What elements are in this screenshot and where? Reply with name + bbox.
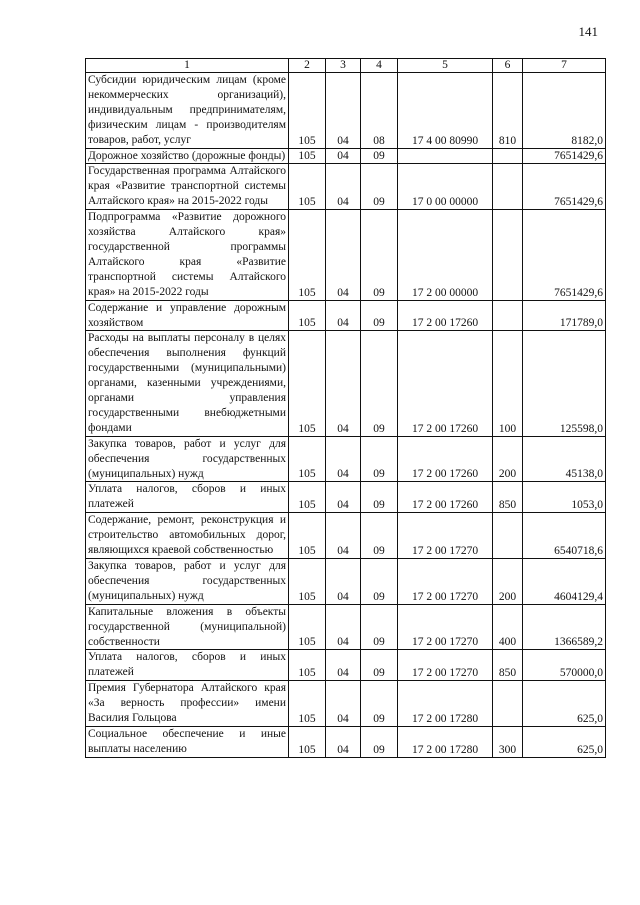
row-subsection: 09 — [361, 210, 398, 300]
row-subsection: 09 — [361, 482, 398, 513]
row-subsection: 09 — [361, 148, 398, 164]
row-target-article: 17 0 00 00000 — [398, 164, 493, 210]
table-row — [86, 513, 606, 559]
row-name: Социальное обеспечение и иные выплаты населению — [86, 726, 289, 757]
row-ministry: 105 — [289, 164, 326, 210]
row-name: Закупка товаров, работ и услуг для обеспечения государственных (муниципальных) нужд — [86, 559, 289, 605]
row-subsection: 09 — [361, 300, 398, 331]
table-row — [86, 559, 606, 605]
table-row — [86, 148, 606, 164]
row-amount: 171789,0 — [523, 300, 606, 331]
row-expense-type — [493, 164, 523, 210]
row-ministry: 105 — [289, 300, 326, 331]
table-row — [86, 73, 606, 149]
row-ministry: 105 — [289, 681, 326, 727]
header-col-6: 6 — [493, 59, 523, 73]
row-subsection: 09 — [361, 164, 398, 210]
row-target-article: 17 2 00 17280 — [398, 681, 493, 727]
row-expense-type: 300 — [493, 726, 523, 757]
row-ministry: 105 — [289, 210, 326, 300]
table-row — [86, 331, 606, 436]
row-section: 04 — [326, 604, 361, 650]
row-amount: 4604129,4 — [523, 559, 606, 605]
row-target-article: 17 2 00 17260 — [398, 331, 493, 436]
row-expense-type — [493, 681, 523, 727]
row-expense-type: 850 — [493, 650, 523, 681]
budget-table — [85, 58, 606, 758]
header-col-7: 7 — [523, 59, 606, 73]
row-name: Дорожное хозяйство (дорожные фонды) — [86, 148, 289, 164]
row-ministry: 105 — [289, 513, 326, 559]
row-expense-type: 810 — [493, 73, 523, 149]
row-amount: 625,0 — [523, 681, 606, 727]
row-ministry: 105 — [289, 436, 326, 482]
row-name: Уплата налогов, сборов и иных платежей — [86, 482, 289, 513]
row-target-article: 17 4 00 80990 — [398, 73, 493, 149]
header-col-2: 2 — [289, 59, 326, 73]
row-section: 04 — [326, 726, 361, 757]
row-ministry: 105 — [289, 331, 326, 436]
row-target-article: 17 2 00 17260 — [398, 300, 493, 331]
row-target-article: 17 2 00 17260 — [398, 436, 493, 482]
row-subsection: 08 — [361, 73, 398, 149]
row-subsection: 09 — [361, 650, 398, 681]
row-name: Премия Губернатора Алтайского края «За верность профессии» имени Василия Гольцова — [86, 681, 289, 727]
table-row — [86, 726, 606, 757]
row-ministry: 105 — [289, 482, 326, 513]
row-ministry: 105 — [289, 650, 326, 681]
row-amount: 7651429,6 — [523, 210, 606, 300]
row-target-article: 17 2 00 17270 — [398, 513, 493, 559]
table-row — [86, 650, 606, 681]
header-col-4: 4 — [361, 59, 398, 73]
row-amount: 7651429,6 — [523, 164, 606, 210]
table-row — [86, 300, 606, 331]
page-number: 141 — [578, 24, 598, 39]
row-amount: 6540718,6 — [523, 513, 606, 559]
row-name: Субсидии юридическим лицам (кроме некоммерческих организаций), индивидуальным предпринимателям, физическим лицам - производителям товаров, работ, услуг — [86, 73, 289, 149]
row-amount: 7651429,6 — [523, 148, 606, 164]
row-expense-type — [493, 210, 523, 300]
row-name: Закупка товаров, работ и услуг для обеспечения государственных (муниципальных) нужд — [86, 436, 289, 482]
row-amount: 625,0 — [523, 726, 606, 757]
row-expense-type: 100 — [493, 331, 523, 436]
header-col-5: 5 — [398, 59, 493, 73]
row-expense-type — [493, 513, 523, 559]
row-target-article: 17 2 00 00000 — [398, 210, 493, 300]
row-section: 04 — [326, 436, 361, 482]
row-ministry: 105 — [289, 73, 326, 149]
header-col-1: 1 — [86, 59, 289, 73]
row-section: 04 — [326, 210, 361, 300]
row-subsection: 09 — [361, 726, 398, 757]
row-expense-type: 400 — [493, 604, 523, 650]
row-amount: 1366589,2 — [523, 604, 606, 650]
row-subsection: 09 — [361, 681, 398, 727]
row-section: 04 — [326, 650, 361, 681]
row-target-article: 17 2 00 17260 — [398, 482, 493, 513]
row-name: Расходы на выплаты персоналу в целях обеспечения выполнения функций государственными (муниципальными) органами, казенными учреждениями, органами управления государственными внебюджетными фондами — [86, 331, 289, 436]
row-amount: 8182,0 — [523, 73, 606, 149]
row-section: 04 — [326, 300, 361, 331]
row-target-article: 17 2 00 17280 — [398, 726, 493, 757]
row-name: Содержание, ремонт, реконструкция и строительство автомобильных дорог, являющихся краевой собственностью — [86, 513, 289, 559]
table-row — [86, 604, 606, 650]
row-target-article — [398, 148, 493, 164]
table-row — [86, 482, 606, 513]
row-expense-type — [493, 300, 523, 331]
row-subsection: 09 — [361, 331, 398, 436]
row-expense-type: 850 — [493, 482, 523, 513]
row-expense-type — [493, 148, 523, 164]
row-section: 04 — [326, 559, 361, 605]
row-section: 04 — [326, 331, 361, 436]
row-target-article: 17 2 00 17270 — [398, 559, 493, 605]
row-expense-type: 200 — [493, 436, 523, 482]
row-amount: 125598,0 — [523, 331, 606, 436]
row-section: 04 — [326, 73, 361, 149]
table-row — [86, 681, 606, 727]
table-row — [86, 436, 606, 482]
table-row — [86, 210, 606, 300]
row-section: 04 — [326, 164, 361, 210]
row-name: Уплата налогов, сборов и иных платежей — [86, 650, 289, 681]
row-amount: 570000,0 — [523, 650, 606, 681]
row-subsection: 09 — [361, 513, 398, 559]
row-subsection: 09 — [361, 604, 398, 650]
row-name: Капитальные вложения в объекты государственной (муниципальной) собственности — [86, 604, 289, 650]
row-name: Подпрограмма «Развитие дорожного хозяйства Алтайского края» государственной программы Алтайского края «Развитие транспортной системы Алтайского края» на 2015-2022 годы — [86, 210, 289, 300]
row-amount: 45138,0 — [523, 436, 606, 482]
header-col-3: 3 — [326, 59, 361, 73]
row-subsection: 09 — [361, 436, 398, 482]
row-section: 04 — [326, 482, 361, 513]
row-section: 04 — [326, 148, 361, 164]
row-ministry: 105 — [289, 148, 326, 164]
row-target-article: 17 2 00 17270 — [398, 650, 493, 681]
header-row — [86, 59, 606, 73]
row-subsection: 09 — [361, 559, 398, 605]
row-ministry: 105 — [289, 559, 326, 605]
row-ministry: 105 — [289, 604, 326, 650]
row-target-article: 17 2 00 17270 — [398, 604, 493, 650]
row-section: 04 — [326, 681, 361, 727]
row-expense-type: 200 — [493, 559, 523, 605]
row-name: Содержание и управление дорожным хозяйством — [86, 300, 289, 331]
table-row — [86, 164, 606, 210]
row-section: 04 — [326, 513, 361, 559]
row-amount: 1053,0 — [523, 482, 606, 513]
row-ministry: 105 — [289, 726, 326, 757]
row-name: Государственная программа Алтайского края «Развитие транспортной системы Алтайского края» на 2015-2022 годы — [86, 164, 289, 210]
